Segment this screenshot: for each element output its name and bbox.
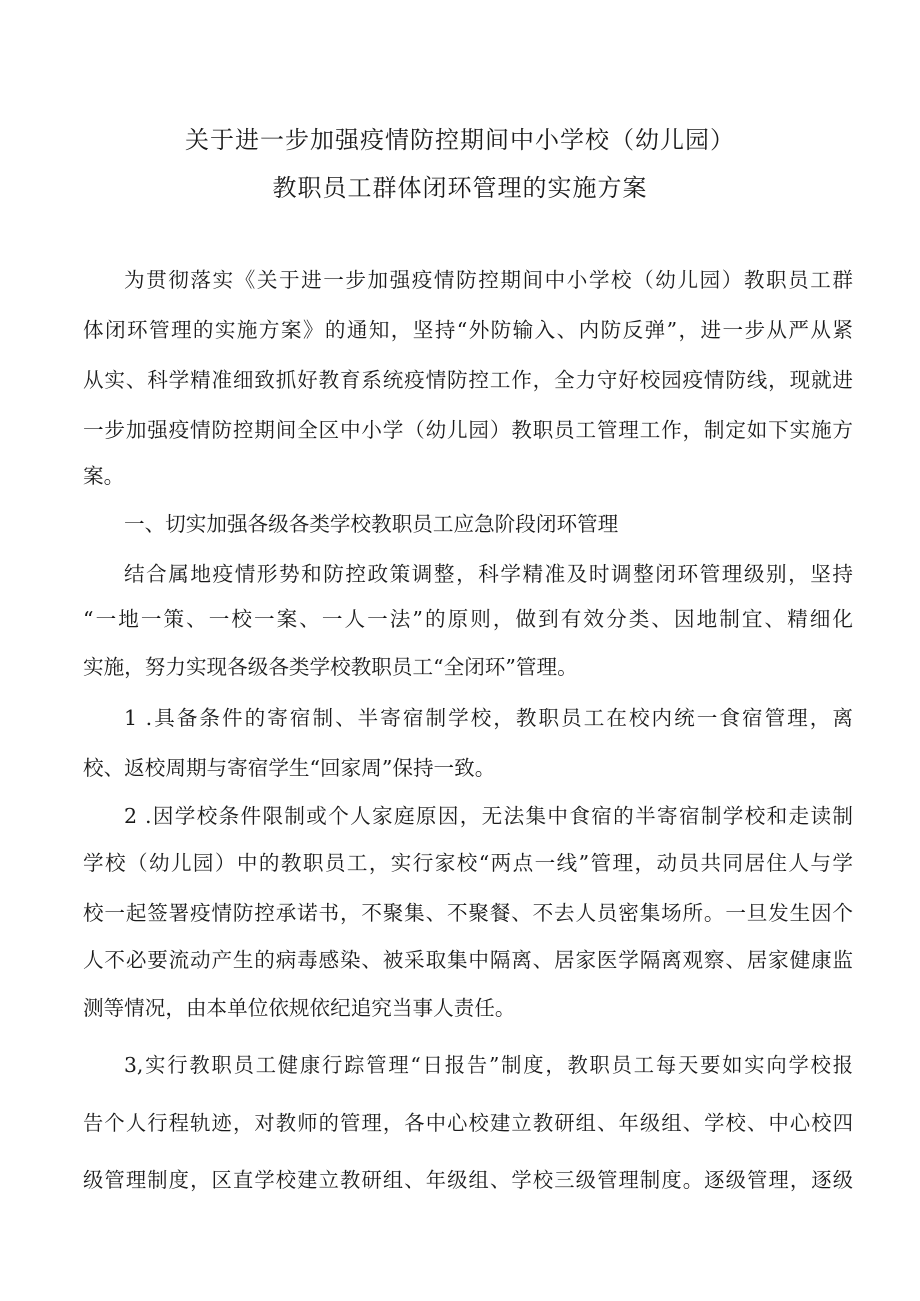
item-2-line-5: 测等情况，由本单位依规依纪追究当事人责任。 xyxy=(83,996,516,1020)
paragraph-1-line-1: 为贯彻落实《关于进一步加强疫情防控期间中小学校（幼儿园）教职员工群 xyxy=(124,268,853,292)
item-2-line-3: 校一起签署疫情防控承诺书，不聚集、不聚餐、不去人员密集场所。一旦发生因个 xyxy=(83,901,853,925)
item-2-line-1: 2 .因学校条件限制或个人家庭原因，无法集中食宿的半寄宿制学校和走读制 xyxy=(124,804,853,828)
paragraph-1-line-4: 一步加强疫情防控期间全区中小学（幼儿园）教职员工管理工作，制定如下实施方 xyxy=(83,418,853,442)
item-2-line-4: 人不必要流动产生的病毒感染、被采取集中隔离、居家医学隔离观察、居家健康监 xyxy=(83,948,853,972)
section-1-heading: 一、切实加强各级各类学校教职员工应急阶段闭环管理 xyxy=(124,512,619,536)
document-title-line-2: 教职员工群体闭环管理的实施方案 xyxy=(272,174,648,202)
document-title-line-1: 关于进一步加强疫情防控期间中小学校（幼儿园） xyxy=(185,126,735,154)
item-3-line-2: 告个人行程轨迹，对教师的管理，各中心校建立教研组、年级组、学校、中心校四 xyxy=(83,1111,853,1135)
item-1-line-2: 校、返校周期与寄宿学生“回家周”保持一致。 xyxy=(83,756,496,780)
paragraph-1-line-5: 案。 xyxy=(83,464,125,488)
item-3-line-1: 3,实行教职员工健康行踪管理“日报告”制度，教职员工每天要如实向学校报 xyxy=(124,1053,853,1077)
item-1-line-1: 1 .具备条件的寄宿制、半寄宿制学校，教职员工在校内统一食宿管理，离 xyxy=(124,706,853,730)
paragraph-1-line-2: 体闭环管理的实施方案》的通知，坚持“外防输入、内防反弹”，进一步从严从紧 xyxy=(83,318,853,342)
paragraph-1-line-3: 从实、科学精准细致抓好教育系统疫情防控工作，全力守好校园疫情防线，现就进 xyxy=(83,368,853,392)
paragraph-2-line-1: 结合属地疫情形势和防控政策调整，科学精准及时调整闭环管理级别，坚持 xyxy=(124,562,853,586)
item-2-line-2: 学校（幼儿园）中的教职员工，实行家校“两点一线”管理，动员共同居住人与学 xyxy=(83,851,853,875)
paragraph-2-line-3: 实施，努力实现各级各类学校教职员工“全闭环”管理。 xyxy=(83,655,578,679)
item-3-line-3: 级管理制度，区直学校建立教研组、年级组、学校三级管理制度。逐级管理，逐级 xyxy=(83,1168,853,1192)
paragraph-2-line-2: “一地一策、一校一案、一人一法”的原则，做到有效分类、因地制宜、精细化 xyxy=(83,607,853,631)
